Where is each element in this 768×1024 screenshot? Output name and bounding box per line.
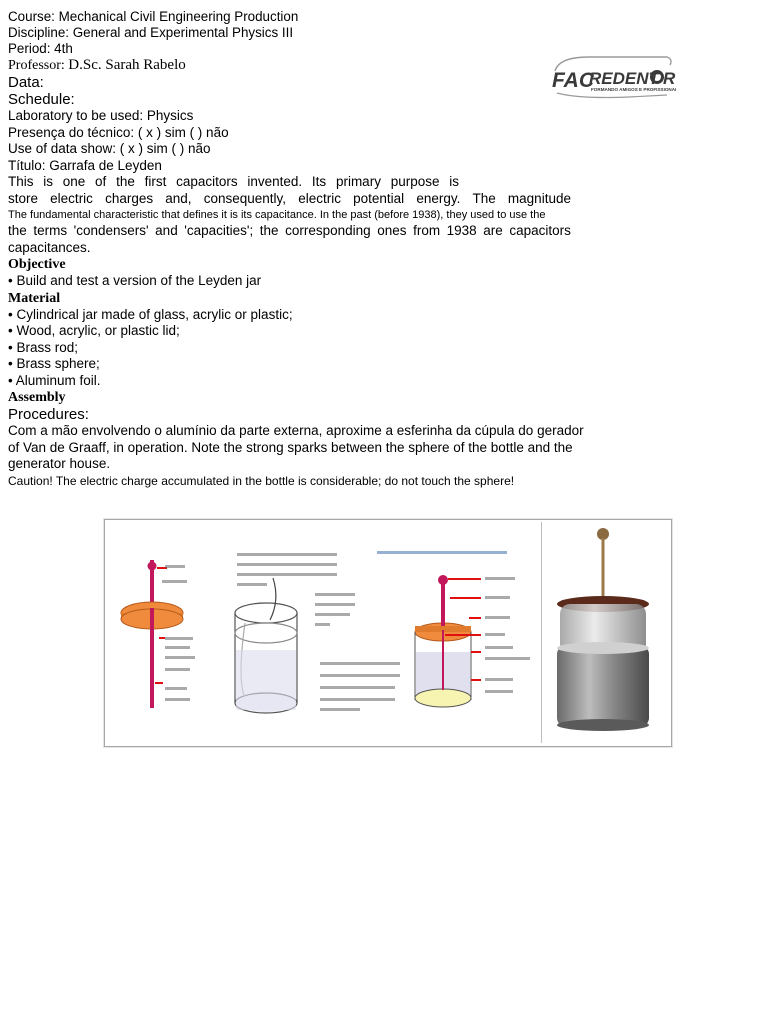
word: magnitude	[507, 190, 571, 206]
procedure-line-2: of Van de Graaff, in operation. Note the strong sparks between the sphere of the bottle and the	[8, 439, 573, 455]
word: purpose	[390, 174, 440, 189]
word: and,	[165, 190, 192, 206]
period-line: Period: 4th	[8, 41, 73, 56]
word: one	[62, 174, 86, 189]
word: first	[144, 174, 167, 189]
course-line: Course: Mechanical Civil Engineering Production	[8, 9, 299, 24]
leyden-jar-diagram	[105, 520, 671, 746]
tecnico-line: Presença do técnico: ( x ) sim ( ) não	[8, 124, 229, 140]
material-item: • Brass sphere;	[8, 356, 100, 371]
data-line: Data:	[8, 74, 44, 91]
logo-redent-text: REDENT	[589, 69, 659, 88]
word: electric	[50, 190, 93, 206]
professor-name: D.Sc. Sarah Rabelo	[68, 57, 186, 73]
material-item: • Wood, acrylic, or plastic lid;	[8, 323, 180, 338]
word: 'capacities';	[184, 223, 254, 238]
intro-line-4	[8, 223, 571, 240]
word: and	[155, 223, 178, 238]
word: capacitors	[176, 174, 238, 189]
title-line: Título: Garrafa de Leyden	[8, 157, 162, 173]
logo-fac-text: FAC	[552, 69, 594, 92]
word: This	[8, 174, 34, 189]
procedure-line-1: Com a mão envolvendo o alumínio da parte externa, aproxime a esferinha da cúpula do gerador	[8, 423, 584, 438]
professor-prefix: Professor:	[8, 58, 69, 73]
word: The	[472, 190, 496, 206]
word: corresponding	[285, 223, 371, 238]
blurred-labels	[162, 553, 530, 711]
word: charges	[105, 190, 154, 206]
lab-line: Laboratory to be used: Physics	[8, 108, 194, 123]
assembled-jar-diagram	[415, 575, 481, 707]
word: ones	[377, 223, 407, 238]
word: of	[95, 174, 107, 189]
word: is	[449, 174, 459, 189]
word: 1938	[446, 223, 477, 238]
discipline-line: Discipline: General and Experimental Physics III	[8, 25, 294, 40]
word: Its	[311, 174, 327, 189]
intro-line-3: The fundamental characteristic that defines it is its capacitance. In the past (before 1938), they used to use the	[8, 209, 546, 221]
word: terms	[33, 223, 68, 238]
assembly-heading: Assembly	[8, 390, 66, 405]
word: electric	[298, 190, 341, 206]
word: capacitors	[509, 223, 571, 238]
figure-divider	[541, 522, 542, 743]
word: is	[43, 174, 54, 189]
procedures-label: Procedures:	[8, 406, 89, 423]
word: are	[483, 223, 503, 238]
schedule-line: Schedule:	[8, 91, 75, 108]
material-item: • Aluminum foil.	[8, 372, 101, 388]
word: consequently,	[203, 190, 287, 206]
word: energy.	[416, 190, 461, 206]
document-body	[8, 9, 608, 490]
word: invented.	[247, 174, 303, 189]
word: store	[8, 190, 39, 206]
word: potential	[353, 190, 405, 206]
leyden-jar-figure	[104, 519, 672, 747]
word: 'condensers'	[73, 223, 149, 238]
objective-heading: Objective	[8, 257, 66, 272]
logo-r-text: R	[663, 69, 676, 88]
material-heading: Material	[8, 290, 61, 306]
watermark-url	[377, 551, 507, 554]
word: the	[116, 174, 135, 189]
word: the	[259, 223, 279, 238]
word: from	[413, 223, 441, 238]
caution-line: Caution! The electric charge accumulated in the bottle is considerable; do not touch the sphere!	[8, 473, 515, 488]
intro-line-2	[8, 191, 571, 208]
leyden-jar-photo	[557, 528, 649, 731]
objective-item: • Build and test a version of the Leyden jar	[8, 273, 262, 288]
procedure-line-3: generator house.	[8, 456, 111, 471]
word: the	[8, 223, 27, 238]
intro-line-5: capacitances.	[8, 239, 91, 255]
professor-line	[8, 57, 608, 74]
word: primary	[335, 174, 381, 189]
material-item: • Cylindrical jar made of glass, acrylic or plastic;	[8, 306, 293, 322]
intro-line-1	[8, 174, 459, 191]
material-item: • Brass rod;	[8, 339, 78, 355]
logo-tagline: FORMANDO AMIGOS E PROFISSIONAIS	[591, 87, 676, 92]
datashow-line: Use of data show: ( x ) sim ( ) não	[8, 141, 211, 156]
